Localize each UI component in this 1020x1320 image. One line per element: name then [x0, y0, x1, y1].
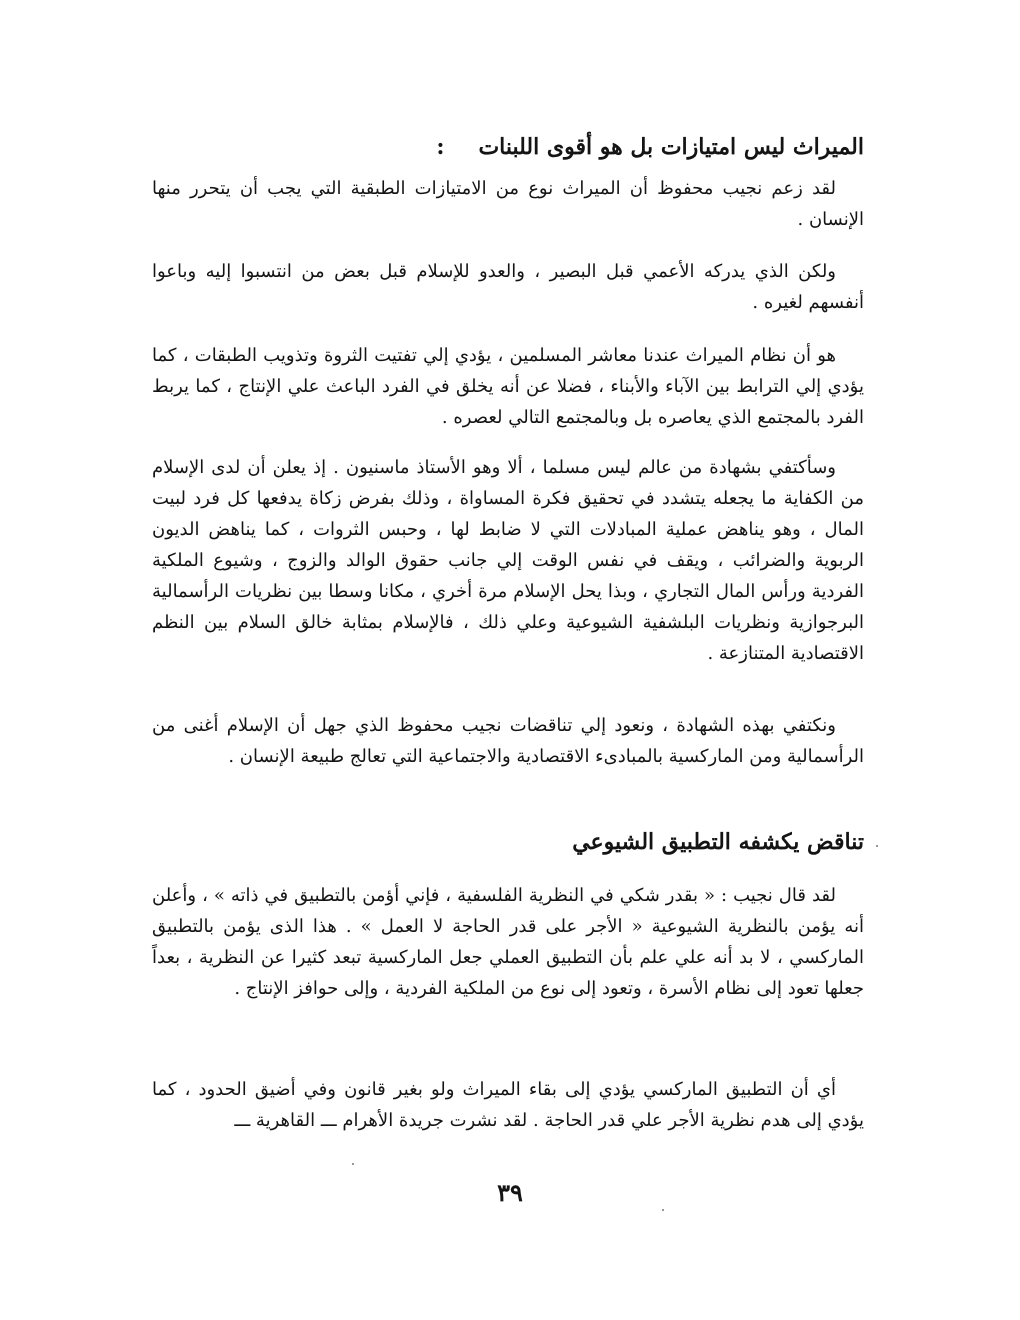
heading-text: الميراث ليس امتيازات بل هو أقوى اللبنات	[478, 134, 864, 160]
paragraph-1: لقد زعم نجيب محفوظ أن الميراث نوع من الامتيازات الطبقية التي يجب أن يتحرر منها الإنسان .	[152, 178, 864, 230]
scan-speck	[662, 1209, 664, 1211]
paragraph-3: هو أن نظام الميراث عندنا معاشر المسلمين ، يؤدي إلي تفتيت الثروة وتذويب الطبقات ، كما يؤدي إلي الترابط بين الآباء والأبناء ، فضلا عن أنه يخلق في الفرد الباعث علي الإنتاج ، كما يربط الفرد بالمجتمع الذي يعاصره بل وبالمجتمع التالي لعصره .	[152, 345, 864, 428]
heading-separator: :	[436, 134, 445, 160]
paragraph-6: لقد قال نجيب : « بقدر شكي في النظرية الفلسفية ، فإني أؤمن بالتطبيق في ذاته » ، وأعلن أنه يؤمن بالنظرية الشيوعية « الأجر على قدر الحاجة لا العمل » . هذا الذى يؤمن بالتطبيق الماركسي ، لا بد أنه علي علم بأن التطبيق العملي جعل الماركسية تبعد كثيرا عن النظرية ، بعداً جعلها تعود إلى نظام الأسرة ، وتعود إلى نوع من الملكية الفردية ، وإلى حوافز الإنتاج .	[152, 885, 864, 999]
section-heading-inheritance	[436, 130, 864, 164]
paragraph-7: أي أن التطبيق الماركسي يؤدي إلى بقاء الميراث ولو بغير قانون وفي أضيق الحدود ، كما يؤدي إلى هدم نظرية الأجر علي قدر الحاجة . لقد نشرت جريدة الأهرام ـــ القاهرية ـــ	[152, 1079, 864, 1131]
section-heading-communist-application: تناقض يكشفه التطبيق الشيوعي	[572, 829, 864, 855]
paragraph-2: ولكن الذي يدركه الأعمي قبل البصير ، والعدو للإسلام قبل بعض من انتسبوا إليه وباعوا أنفسهم لغيره .	[152, 261, 864, 313]
scan-speck	[352, 1163, 354, 1165]
page-number: ٣٩	[497, 1178, 523, 1207]
paragraph-4: وسأكتفي بشهادة من عالم ليس مسلما ، ألا وهو الأستاذ ماسنيون . إذ يعلن أن لدى الإسلام من الكفاية ما يجعله يتشدد في تحقيق فكرة المساواة ، وذلك بفرض زكاة يدفعها كل فرد لبيت المال ، وهو يناهض عملية المبادلات التي لا ضابط لها ، وحبس الثروات ، كما يناهض الديون الربوية والضرائب ، ويقف في نفس الوقت إلي جانب حقوق الوالد والزوج ، وشيوع الملكية الفردية ورأس المال التجاري ، وبذا يحل الإسلام مرة أخري ، مكانا وسطا بين نظريات الرأسمالية البرجوازية ونظريات البلشفية الشيوعية وعلي ذلك ، فالإسلام بمثابة خالق السلام بين النظم الاقتصادية المتنازعة .	[152, 457, 864, 664]
scan-speck	[876, 845, 878, 847]
paragraph-5: ونكتفي بهذه الشهادة ، ونعود إلي تناقضات نجيب محفوظ الذي جهل أن الإسلام أغنى من الرأسمالية ومن الماركسية بالمبادىء الاقتصادية والاجتماعية التي تعالج طبيعة الإنسان .	[152, 715, 864, 767]
